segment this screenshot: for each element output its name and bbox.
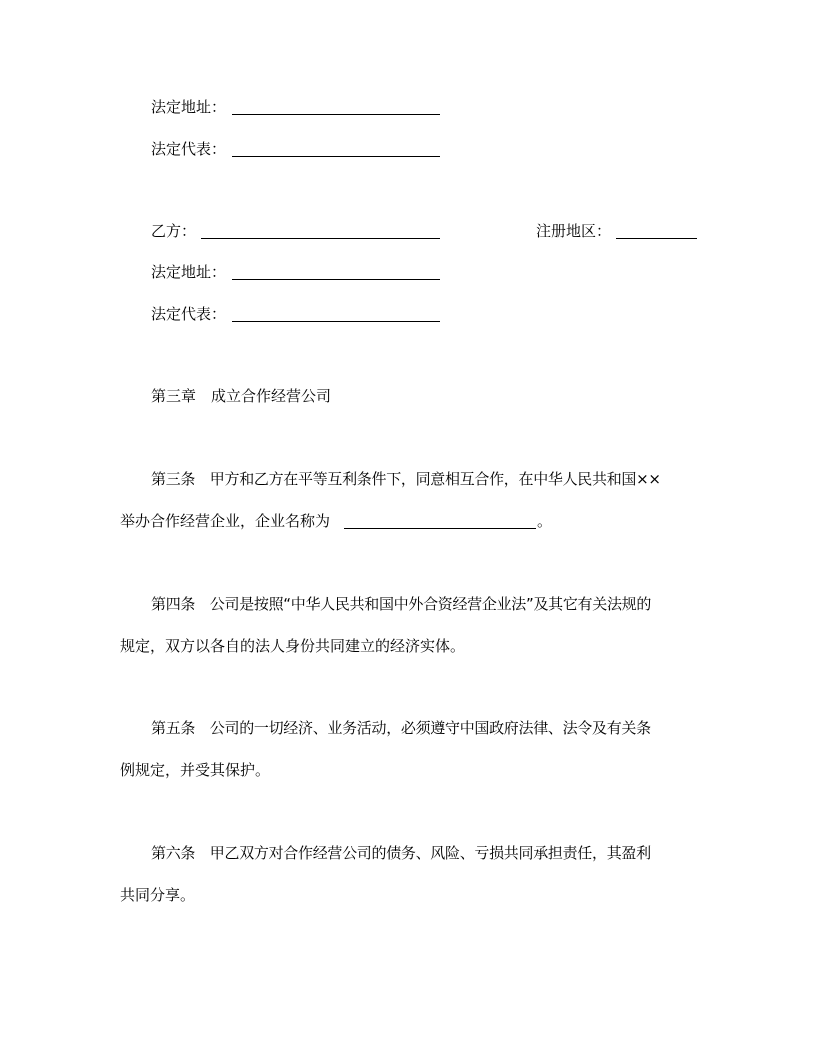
article-4-line-2: 规定，双方以各自的法人身份共同建立的经济实体。 (120, 637, 466, 655)
party-b-legal-rep-blank (232, 321, 440, 322)
company-name-blank (344, 528, 536, 529)
article-5-line-1: 第五条 公司的一切经济、业务活动，必须遵守中国政府法律、法令及有关条 (151, 719, 651, 737)
party-b-legal-rep-label: 法定代表： (151, 305, 227, 323)
party-b-reg-region-blank (616, 238, 697, 239)
party-a-legal-address-blank (232, 114, 440, 115)
party-b-legal-address-label: 法定地址： (151, 263, 227, 281)
party-a-legal-address-label: 法定地址： (151, 98, 227, 116)
party-b-reg-region-label: 注册地区： (536, 222, 612, 240)
chapter-title: 第三章 成立合作经营公司 (151, 387, 332, 405)
party-b-name-blank (201, 238, 440, 239)
article-5-line-2: 例规定，并受其保护。 (120, 761, 271, 779)
party-b-label: 乙方： (151, 222, 197, 240)
article-3-line-2-prefix: 举办合作经营企业，企业名称为 (120, 512, 331, 530)
article-6-line-1: 第六条 甲乙双方对合作经营公司的债务、风险、亏损共同承担责任，其盈利 (151, 844, 651, 862)
article-4-line-1: 第四条 公司是按照“中华人民共和国中外合资经营企业法”及其它有关法规的 (151, 595, 652, 613)
party-a-legal-rep-blank (232, 156, 440, 157)
article-3-line-2-suffix: 。 (537, 512, 553, 530)
party-b-legal-address-blank (232, 279, 440, 280)
article-3-line-1: 第三条 甲方和乙方在平等互利条件下，同意相互合作，在中华人民共和国×× (151, 470, 661, 488)
party-a-legal-rep-label: 法定代表： (151, 140, 227, 158)
article-6-line-2: 共同分享。 (120, 886, 196, 904)
